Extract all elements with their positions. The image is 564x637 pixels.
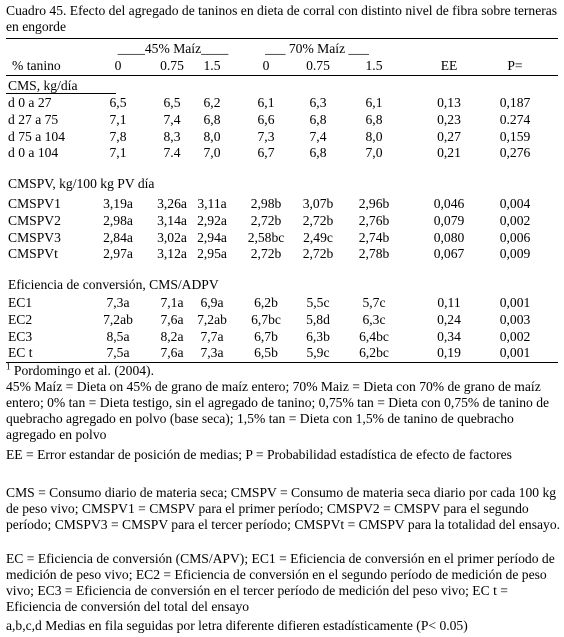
- table-cell: 3,11a: [197, 196, 227, 211]
- table-cell: 3,14a: [157, 212, 187, 228]
- section-label-eficiencia: Eficiencia de conversión, CMS/ADPV: [8, 277, 219, 292]
- table-cell: 0,23: [437, 111, 461, 127]
- table-cell: 6,7b: [254, 328, 278, 344]
- table-cell: 0,159: [499, 128, 531, 144]
- table-title: Cuadro 45. Efecto del agregado de taninos en dieta de corral con distinto nivel de fibra sobre terneras en engorde: [6, 3, 558, 34]
- table-cell: 8,5a: [106, 328, 130, 344]
- table-cell: 6,5: [109, 95, 127, 110]
- table-cell: 6,8: [309, 145, 327, 161]
- table-cell: 0,004: [499, 196, 531, 211]
- table-cell: 2,94a: [197, 229, 227, 245]
- row-label: EC2: [8, 311, 33, 327]
- col-header-45-075: 0.75: [160, 58, 184, 73]
- table-cell: 2,84a: [103, 229, 133, 245]
- row-label: CMSPVt: [8, 246, 58, 262]
- table-cell: 2,98b: [250, 196, 282, 211]
- table-cell: 0,24: [437, 311, 461, 327]
- table-cell: 7,3: [257, 128, 275, 144]
- section-rule-cms: [6, 93, 116, 94]
- table-cell: 0,34: [437, 328, 461, 344]
- table-cell: 7,0: [365, 145, 383, 161]
- row-label: d 27 a 75: [8, 111, 59, 127]
- col-header-70-075: 0.75: [306, 58, 330, 73]
- row-label: CMSPV3: [8, 229, 61, 245]
- table-cell: 0,067: [433, 246, 465, 262]
- table-cell: 6,8: [365, 111, 383, 127]
- col-header-ee: EE: [440, 58, 458, 73]
- table-cell: 2,95a: [197, 246, 227, 262]
- table-cell: 3,26a: [157, 196, 187, 211]
- group-header-70-maiz: ___ 70% Maíz ___: [265, 41, 369, 56]
- table-cell: 6,1: [365, 95, 383, 110]
- table-cell: 2,72b: [302, 246, 334, 262]
- table-cell: 0,046: [433, 196, 465, 211]
- footnote-diets: 45% Maíz = Dieta on 45% de grano de maíz entero; 70% Maiz = Dieta con 70% de grano de maíz entero; 0% tan = Dieta testigo, sin el agregado de tanino; 0,75% tan = Dieta con 0,75% de tanino de quebracho agregado en polvo (base seca); 1,5% tan = Dieta con 1,5% de tanino de quebracho agregado en polvo: [6, 379, 550, 442]
- table-cell: 5,9c: [306, 345, 330, 361]
- table-cell: 7,4: [309, 128, 327, 144]
- table-cell: 2,76b: [358, 212, 390, 228]
- col-header-70-0: 0: [262, 58, 270, 73]
- table-cell: 0,003: [499, 311, 531, 327]
- footnote-source: [6, 363, 562, 379]
- footnote-ee: EE = Error estandar de posición de medias; P = Probabilidad estadística de efecto de factores: [6, 447, 512, 462]
- table-cell: 2,72b: [302, 212, 334, 228]
- table-cell: 0,002: [499, 212, 531, 228]
- table-cell: 0,002: [499, 328, 531, 344]
- table-cell: 6,1: [257, 95, 275, 110]
- table-cell: 6,2: [203, 95, 221, 110]
- table-cell: 8,0: [365, 128, 383, 144]
- table-cell: 7.4: [163, 145, 181, 161]
- table-cell: 6,9a: [200, 295, 224, 310]
- table-cell: 5,7c: [362, 295, 386, 310]
- table-cell: 0,13: [437, 95, 461, 110]
- table-cell: 0,001: [499, 295, 531, 310]
- table-cell: 0,19: [437, 345, 461, 361]
- table-cell: 5,8d: [306, 311, 330, 327]
- row-label: CMSPV2: [8, 212, 61, 228]
- table-cell: 6,7bc: [251, 311, 281, 327]
- table-cell: 8,0: [203, 128, 221, 144]
- table-cell: 3,12a: [157, 246, 187, 262]
- table-cell: 0,006: [499, 229, 531, 245]
- table-cell: 6,8: [309, 111, 327, 127]
- table-cell: 0,080: [433, 229, 465, 245]
- top-rule: [6, 38, 558, 39]
- footnote-cms: CMS = Consumo diario de materia seca; CMSPV = Consumo de materia seca diario por cada 100 kg de peso vivo; CMSPV1 = CMSPV para el primer período; CMSPV2 = CMSPV para el segundo período; CMSPV3 = CMSPV para el tercer período; CMSPVt = CMSPV para la totalidad del ensayo.: [6, 485, 561, 532]
- table-cell: 7,6a: [160, 311, 184, 327]
- table-cell: 6,3: [309, 95, 327, 110]
- table-cell: 7,1: [109, 145, 127, 161]
- table-cell: 0,276: [499, 145, 531, 161]
- row-label: EC t: [8, 345, 33, 361]
- col-header-tanino: % tanino: [12, 58, 61, 73]
- group-header-45-maiz: ____45% Maíz____: [117, 41, 229, 56]
- row-label: CMSPV1: [8, 196, 61, 211]
- table-cell: 6,8: [203, 111, 221, 127]
- table-cell: 2,96b: [358, 196, 390, 211]
- table-cell: 0,079: [433, 212, 465, 228]
- table-cell: 0.274: [499, 111, 531, 127]
- row-label: d 0 a 27: [8, 95, 52, 110]
- footnote-marker: 1: [6, 361, 11, 372]
- footnote-letters: a,b,c,d Medias en fila seguidas por letra diferente difieren estadísticamente (P< 0.05): [6, 618, 468, 633]
- col-header-45-15: 1.5: [203, 58, 221, 73]
- table-cell: 2,98a: [103, 212, 133, 228]
- table-cell: 7,3a: [106, 295, 130, 310]
- table-cell: 0,187: [499, 95, 531, 110]
- table-cell: 3,07b: [302, 196, 334, 211]
- table-cell: 7,2ab: [103, 311, 133, 327]
- table-cell: 0,11: [437, 295, 461, 310]
- row-label: EC3: [8, 328, 33, 344]
- row-label: EC1: [8, 295, 33, 310]
- table-cell: 6,5b: [254, 345, 278, 361]
- table-cell: 2,92a: [197, 212, 227, 228]
- table-cell: 7,7a: [200, 328, 224, 344]
- section-label-cms: CMS, kg/día: [8, 78, 78, 93]
- row-label: d 0 a 104: [8, 145, 59, 161]
- table-cell: 7,1: [109, 111, 127, 127]
- row-label: d 75 a 104: [8, 128, 66, 144]
- table-cell: 7,1a: [160, 295, 184, 310]
- table-cell: 7,0: [203, 145, 221, 161]
- col-header-p: P=: [507, 58, 523, 73]
- table-cell: 7,6a: [160, 345, 184, 361]
- table-cell: 2,72b: [250, 212, 282, 228]
- table-cell: 6,7: [257, 145, 275, 161]
- table-cell: 6,6: [257, 111, 275, 127]
- table-cell: 7,8: [109, 128, 127, 144]
- table-cell: 7,5a: [106, 345, 130, 361]
- table-cell: 0,27: [437, 128, 461, 144]
- table-cell: 2,97a: [103, 246, 133, 262]
- table-cell: 7,4: [163, 111, 181, 127]
- table-cell: 8,3: [163, 128, 181, 144]
- section-label-cmspv: CMSPV, kg/100 kg PV día: [8, 176, 155, 191]
- table-cell: 6,3c: [362, 311, 386, 327]
- table-cell: 2,58bc: [247, 229, 285, 245]
- table-cell: 0,009: [499, 246, 531, 262]
- table-cell: 5,5c: [306, 295, 330, 310]
- col-header-45-0: 0: [114, 58, 122, 73]
- table-cell: 2,72b: [250, 246, 282, 262]
- table-cell: 3,02a: [157, 229, 187, 245]
- footnote-source-text: Pordomingo et al. (2004).: [10, 363, 154, 378]
- table-cell: 0,001: [499, 345, 531, 361]
- table-cell: 7,2ab: [197, 311, 227, 327]
- table-cell: 3,19a: [103, 196, 133, 211]
- footnote-ec: EC = Eficiencia de conversión (CMS/APV); EC1 = Eficiencia de conversión en el primer período de medición de peso vivo; EC2 = Eficiencia de conversión en el segundo período de medición de peso vivo; EC3 = Eficiencia de conversión en el tercer período de medición del peso vivo; EC t = Eficiencia de conversión del total del ensayo: [6, 551, 555, 614]
- table-cell: 6,5: [163, 95, 181, 110]
- table-cell: 2,78b: [358, 246, 390, 262]
- table-cell: 6,3b: [306, 328, 330, 344]
- table-cell: 8,2a: [160, 328, 184, 344]
- table-cell: 0,21: [437, 145, 461, 161]
- table-cell: 6,2b: [254, 295, 278, 310]
- table-cell: 2,74b: [358, 229, 390, 245]
- table-cell: 7,3a: [200, 345, 224, 361]
- header-rule: [6, 75, 558, 76]
- table-cell: 6,4bc: [359, 328, 389, 344]
- table-cell: 6,2bc: [359, 345, 389, 361]
- table-cell: 2,49c: [303, 229, 333, 245]
- col-header-70-15: 1.5: [365, 58, 383, 73]
